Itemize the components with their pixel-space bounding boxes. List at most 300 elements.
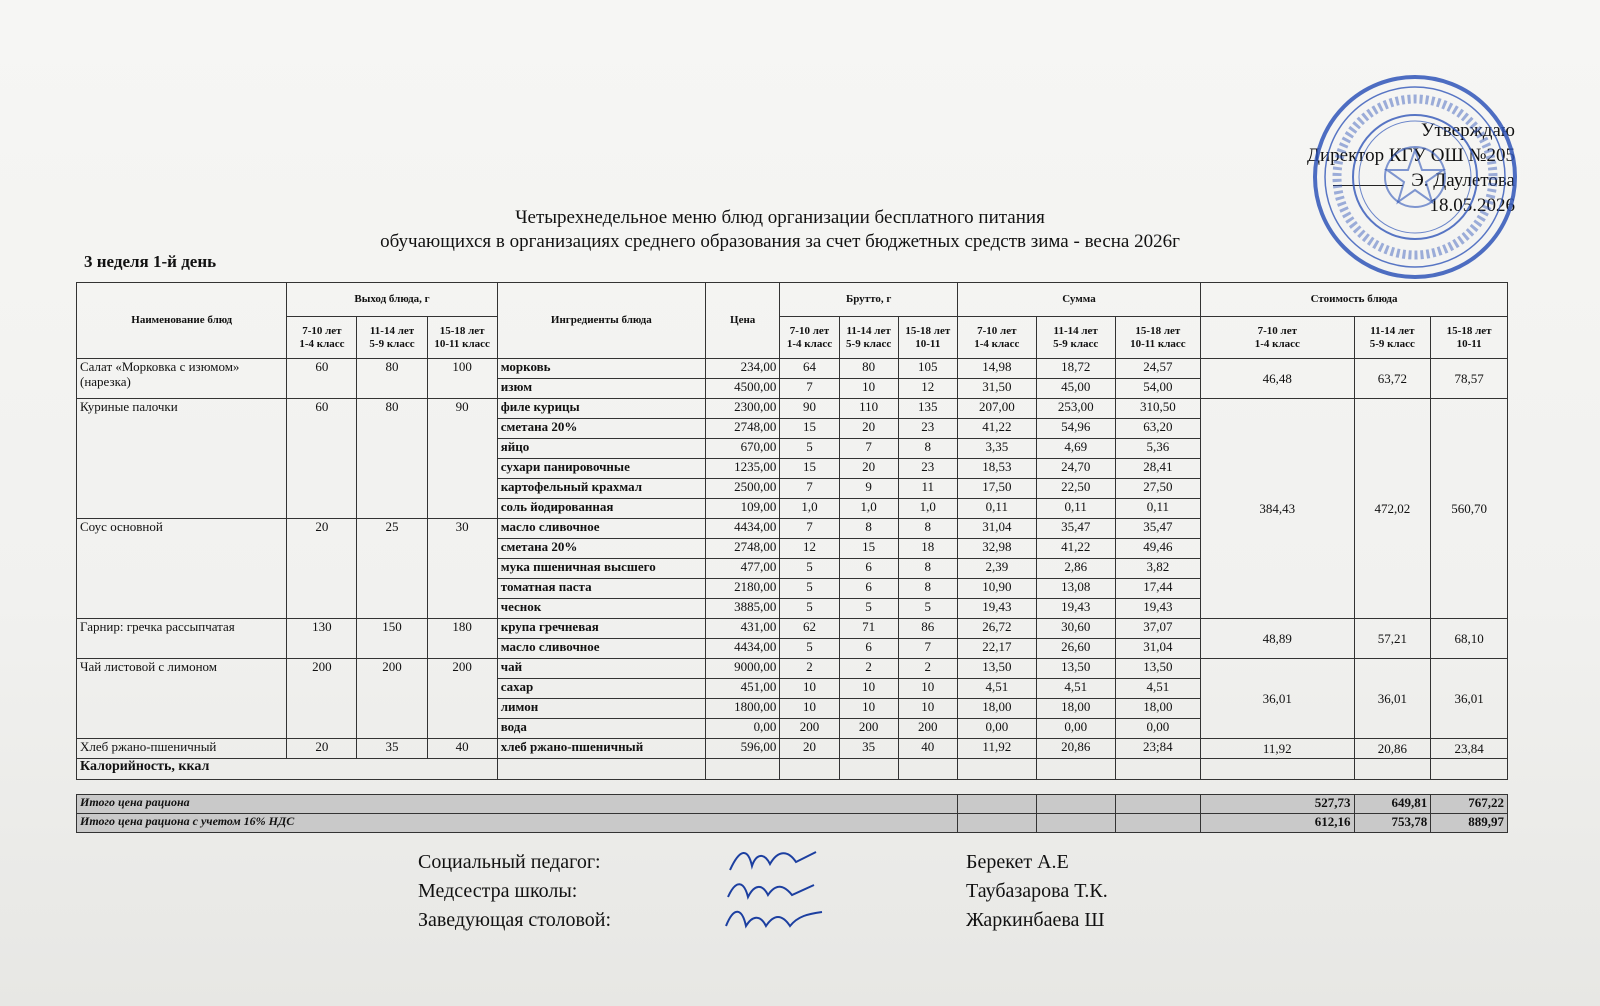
sum-value: 3,82 — [1115, 559, 1200, 579]
gross-weight: 8 — [898, 559, 957, 579]
approval-line-4: 18.05.2026 — [1429, 195, 1515, 216]
ingredient-price: 596,00 — [705, 739, 780, 759]
dish-cost: 23,84 — [1431, 739, 1508, 759]
sum-value: 4,51 — [1036, 679, 1115, 699]
sum-value: 22,50 — [1036, 479, 1115, 499]
age-label: 7-10 лет — [1257, 324, 1297, 337]
dish-cost: 560,70 — [1431, 399, 1508, 619]
gross-weight: 64 — [780, 359, 839, 379]
dish-output: 130 — [287, 619, 357, 659]
spacer-row — [77, 780, 1508, 795]
gross-weight: 10 — [780, 699, 839, 719]
ingredient-name: соль йодированная — [497, 499, 705, 519]
empty-cell — [780, 759, 839, 780]
ingredient-name: яйцо — [497, 439, 705, 459]
gross-weight: 8 — [839, 519, 898, 539]
gross-weight: 10 — [839, 679, 898, 699]
approval-line-3: Э. Даулетова — [1411, 170, 1515, 191]
gross-weight: 7 — [780, 519, 839, 539]
age-label: 11-14 лет — [369, 324, 415, 337]
grade-label: 10-11 класс — [434, 337, 490, 350]
gross-weight: 15 — [839, 539, 898, 559]
sum-value: 32,98 — [957, 539, 1036, 559]
dish-cost: 46,48 — [1201, 359, 1354, 399]
grade-label: 1-4 класс — [1254, 337, 1300, 350]
ingredient-price: 2500,00 — [705, 479, 780, 499]
grade-label: 1-4 класс — [786, 337, 833, 350]
signatures-block — [418, 848, 1178, 935]
gross-weight: 62 — [780, 619, 839, 639]
sum-value: 13,50 — [957, 659, 1036, 679]
gross-weight: 18 — [898, 539, 957, 559]
sum-value: 18,72 — [1036, 359, 1115, 379]
ingredient-price: 2300,00 — [705, 399, 780, 419]
age-label: 11-14 лет — [1053, 324, 1098, 337]
gross-weight: 1,0 — [898, 499, 957, 519]
calories-label: Калорийность, ккал — [77, 759, 498, 780]
empty-cell — [957, 814, 1036, 833]
total-label: Итого цена рациона с учетом 16% НДС — [77, 814, 958, 833]
grade-label: 5-9 класс — [846, 337, 892, 350]
signature-person: Таубазарова Т.К. — [966, 880, 1108, 902]
sum-value: 20,86 — [1036, 739, 1115, 759]
sum-value: 31,04 — [957, 519, 1036, 539]
sum-value: 30,60 — [1036, 619, 1115, 639]
subheader-row — [77, 317, 1508, 359]
gross-weight: 12 — [898, 379, 957, 399]
age-label: 15-18 лет — [905, 324, 951, 337]
subheader-output-age-1 — [287, 317, 357, 359]
sum-value: 19,43 — [1115, 599, 1200, 619]
ingredient-price: 109,00 — [705, 499, 780, 519]
sum-value: 14,98 — [957, 359, 1036, 379]
ingredient-price: 4500,00 — [705, 379, 780, 399]
dish-cost: 36,01 — [1201, 659, 1354, 739]
dish-cost: 472,02 — [1354, 399, 1431, 619]
sum-value: 41,22 — [1036, 539, 1115, 559]
ingredient-price: 3885,00 — [705, 599, 780, 619]
header-ingredients: Ингредиенты блюда — [497, 283, 705, 359]
age-label: 7-10 лет — [302, 324, 342, 337]
ingredient-price: 1235,00 — [705, 459, 780, 479]
age-label: 7-10 лет — [789, 324, 830, 337]
sum-value: 207,00 — [957, 399, 1036, 419]
signature-role: Заведующая столовой: — [418, 909, 612, 931]
dish-cost: 48,89 — [1201, 619, 1354, 659]
gross-weight: 5 — [780, 579, 839, 599]
gross-weight: 23 — [898, 459, 957, 479]
gross-weight: 40 — [898, 739, 957, 759]
sum-value: 24,70 — [1036, 459, 1115, 479]
sum-value: 54,96 — [1036, 419, 1115, 439]
menu-body — [77, 359, 1508, 833]
header-sum: Сумма — [957, 283, 1200, 317]
gross-weight: 5 — [780, 639, 839, 659]
ingredient-name: сухари панировочные — [497, 459, 705, 479]
gross-weight: 10 — [898, 699, 957, 719]
sum-value: 41,22 — [957, 419, 1036, 439]
empty-cell — [1036, 759, 1115, 780]
dish-output: 20 — [287, 519, 357, 619]
empty-cell — [497, 759, 705, 780]
spacer-cell — [77, 780, 1508, 795]
school-seal-stamp — [1310, 72, 1520, 282]
ingredient-price: 431,00 — [705, 619, 780, 639]
sum-value: 18,53 — [957, 459, 1036, 479]
gross-weight: 200 — [898, 719, 957, 739]
dish-output: 60 — [287, 399, 357, 519]
gross-weight: 10 — [839, 379, 898, 399]
signature-person: Берекет А.Е — [966, 851, 1069, 873]
total-label: Итого цена рациона — [77, 795, 958, 814]
age-label: 7-10 лет — [977, 324, 1017, 337]
sum-value: 24,57 — [1115, 359, 1200, 379]
gross-weight: 11 — [898, 479, 957, 499]
grade-label: 1-4 класс — [299, 337, 345, 350]
ingredient-name: мука пшеничная высшего — [497, 559, 705, 579]
ingredient-name: чай — [497, 659, 705, 679]
ingredient-name: хлеб ржано-пшеничный — [497, 739, 705, 759]
sum-value: 27,50 — [1115, 479, 1200, 499]
grade-label: 5-9 класс — [1369, 337, 1415, 350]
total-value: 612,16 — [1201, 814, 1354, 833]
subheader-sum-age-3 — [1115, 317, 1200, 359]
gross-weight: 7 — [780, 379, 839, 399]
dish-cost: 384,43 — [1201, 399, 1354, 619]
document-title — [260, 206, 1300, 254]
calories-row — [77, 759, 1508, 780]
dish-output: 80 — [357, 399, 427, 519]
sum-value: 45,00 — [1036, 379, 1115, 399]
dish-output: 100 — [427, 359, 497, 399]
sum-value: 4,51 — [1115, 679, 1200, 699]
header-gross: Брутто, г — [780, 283, 957, 317]
ingredient-price: 234,00 — [705, 359, 780, 379]
gross-weight: 1,0 — [780, 499, 839, 519]
subheader-cost-age-2 — [1354, 317, 1431, 359]
gross-weight: 5 — [898, 599, 957, 619]
table-row — [77, 359, 1508, 379]
sum-value: 22,17 — [957, 639, 1036, 659]
gross-weight: 6 — [839, 579, 898, 599]
ingredient-price: 477,00 — [705, 559, 780, 579]
gross-weight: 20 — [839, 459, 898, 479]
gross-weight: 6 — [839, 559, 898, 579]
total-value: 649,81 — [1354, 795, 1431, 814]
gross-weight: 7 — [780, 479, 839, 499]
sum-value: 26,60 — [1036, 639, 1115, 659]
dish-cost: 78,57 — [1431, 359, 1508, 399]
gross-weight: 6 — [839, 639, 898, 659]
gross-weight: 10 — [780, 679, 839, 699]
subheader-output-age-3 — [427, 317, 497, 359]
ingredient-price: 1800,00 — [705, 699, 780, 719]
sum-value: 54,00 — [1115, 379, 1200, 399]
subheader-sum-age-2 — [1036, 317, 1115, 359]
sum-value: 0,11 — [1115, 499, 1200, 519]
ingredient-price: 2748,00 — [705, 539, 780, 559]
ingredient-name: сметана 20% — [497, 419, 705, 439]
dish-cost: 36,01 — [1431, 659, 1508, 739]
ingredient-name: вода — [497, 719, 705, 739]
signature-person: Жаркинбаева Ш — [966, 909, 1105, 931]
ingredient-name: масло сливочное — [497, 639, 705, 659]
ingredient-name: филе курицы — [497, 399, 705, 419]
sum-value: 17,44 — [1115, 579, 1200, 599]
empty-cell — [957, 759, 1036, 780]
ingredient-price: 2748,00 — [705, 419, 780, 439]
dish-output: 80 — [357, 359, 427, 399]
grade-label: 10-11 класс — [1130, 337, 1186, 350]
ingredient-price: 0,00 — [705, 719, 780, 739]
gross-weight: 110 — [839, 399, 898, 419]
sum-value: 0,11 — [957, 499, 1036, 519]
title-line-2: обучающихся в организациях среднего образования за счет бюджетных средств зима - весна 2026г — [380, 231, 1180, 252]
gross-weight: 80 — [839, 359, 898, 379]
gross-weight: 5 — [780, 599, 839, 619]
dish-name: Соус основной — [77, 519, 287, 619]
dish-output: 40 — [427, 739, 497, 759]
grade-label: 10-11 — [1456, 337, 1482, 350]
sum-value: 31,50 — [957, 379, 1036, 399]
gross-weight: 35 — [839, 739, 898, 759]
sum-value: 11,92 — [957, 739, 1036, 759]
empty-cell — [1115, 759, 1200, 780]
sum-value: 4,51 — [957, 679, 1036, 699]
gross-weight: 86 — [898, 619, 957, 639]
dish-output: 180 — [427, 619, 497, 659]
sum-value: 37,07 — [1115, 619, 1200, 639]
gross-weight: 105 — [898, 359, 957, 379]
age-label: 11-14 лет — [846, 324, 891, 337]
dish-cost: 63,72 — [1354, 359, 1431, 399]
table-row — [77, 399, 1508, 419]
grade-label: 10-11 — [915, 337, 941, 350]
ingredient-name: сметана 20% — [497, 539, 705, 559]
empty-cell — [1036, 795, 1115, 814]
gross-weight: 71 — [839, 619, 898, 639]
sum-value: 5,36 — [1115, 439, 1200, 459]
grade-label: 1-4 класс — [974, 337, 1020, 350]
gross-weight: 2 — [898, 659, 957, 679]
header-dish: Наименование блюд — [77, 283, 287, 359]
dish-cost: 57,21 — [1354, 619, 1431, 659]
menu-table — [76, 282, 1508, 833]
total-value: 753,78 — [1354, 814, 1431, 833]
gross-weight: 20 — [780, 739, 839, 759]
ingredient-price: 4434,00 — [705, 639, 780, 659]
ingredient-price: 2180,00 — [705, 579, 780, 599]
dish-cost: 11,92 — [1201, 739, 1354, 759]
signature-role: Медсестра школы: — [418, 880, 578, 902]
sum-value: 10,90 — [957, 579, 1036, 599]
gross-weight: 1,0 — [839, 499, 898, 519]
gross-weight: 5 — [780, 559, 839, 579]
dish-output: 200 — [357, 659, 427, 739]
sum-value: 2,86 — [1036, 559, 1115, 579]
ingredient-name: морковь — [497, 359, 705, 379]
age-label: 15-18 лет — [1135, 324, 1181, 337]
sum-value: 23;84 — [1115, 739, 1200, 759]
sum-value: 26,72 — [957, 619, 1036, 639]
empty-cell — [1354, 759, 1431, 780]
ingredient-name: сахар — [497, 679, 705, 699]
gross-weight: 9 — [839, 479, 898, 499]
empty-cell — [898, 759, 957, 780]
dish-name: Хлеб ржано-пшеничный — [77, 739, 287, 759]
gross-weight: 23 — [898, 419, 957, 439]
dish-cost: 20,86 — [1354, 739, 1431, 759]
dish-output: 30 — [427, 519, 497, 619]
total-value: 767,22 — [1431, 795, 1508, 814]
ingredient-price: 451,00 — [705, 679, 780, 699]
dish-output: 35 — [357, 739, 427, 759]
sum-value: 0,00 — [1036, 719, 1115, 739]
dish-output: 200 — [287, 659, 357, 739]
dish-cost: 36,01 — [1354, 659, 1431, 739]
sum-value: 18,00 — [1115, 699, 1200, 719]
dish-name: Гарнир: гречка рассыпчатая — [77, 619, 287, 659]
ingredient-price: 9000,00 — [705, 659, 780, 679]
title-line-1: Четырехнедельное меню блюд организации бесплатного питания — [515, 207, 1045, 228]
gross-weight: 15 — [780, 419, 839, 439]
table-row — [77, 619, 1508, 639]
ingredient-name: масло сливочное — [497, 519, 705, 539]
sum-value: 28,41 — [1115, 459, 1200, 479]
gross-weight: 10 — [898, 679, 957, 699]
sum-value: 13,08 — [1036, 579, 1115, 599]
sum-value: 253,00 — [1036, 399, 1115, 419]
handwritten-signature — [718, 873, 838, 905]
sum-value: 13,50 — [1036, 659, 1115, 679]
dish-output: 200 — [427, 659, 497, 739]
sum-value: 19,43 — [1036, 599, 1115, 619]
gross-weight: 8 — [898, 439, 957, 459]
subheader-cost-age-3 — [1431, 317, 1508, 359]
header-price: Цена — [705, 283, 780, 359]
total-row — [77, 814, 1508, 833]
gross-weight: 12 — [780, 539, 839, 559]
age-label: 11-14 лет — [1370, 324, 1415, 337]
total-value: 527,73 — [1201, 795, 1354, 814]
empty-cell — [1431, 759, 1508, 780]
gross-weight: 135 — [898, 399, 957, 419]
header-output: Выход блюда, г — [287, 283, 497, 317]
gross-weight: 200 — [839, 719, 898, 739]
ingredient-name: лимон — [497, 699, 705, 719]
gross-weight: 90 — [780, 399, 839, 419]
gross-weight: 2 — [780, 659, 839, 679]
empty-cell — [705, 759, 780, 780]
gross-weight: 7 — [839, 439, 898, 459]
subheader-gross-age-3 — [898, 317, 957, 359]
header-cost: Стоимость блюда — [1201, 283, 1508, 317]
dish-name: Куриные палочки — [77, 399, 287, 519]
sum-value: 18,00 — [957, 699, 1036, 719]
gross-weight: 15 — [780, 459, 839, 479]
gross-weight: 5 — [780, 439, 839, 459]
empty-cell — [1115, 814, 1200, 833]
empty-cell — [957, 795, 1036, 814]
handwritten-signature — [718, 844, 838, 876]
sum-value: 4,69 — [1036, 439, 1115, 459]
approval-line-1: Утверждаю — [1421, 120, 1515, 141]
empty-cell — [839, 759, 898, 780]
ingredient-name: картофельный крахмал — [497, 479, 705, 499]
empty-cell — [1115, 795, 1200, 814]
ingredient-name: крупа гречневая — [497, 619, 705, 639]
total-value: 889,97 — [1431, 814, 1508, 833]
week-label: 3 неделя 1-й день — [84, 252, 217, 271]
dish-output: 90 — [427, 399, 497, 519]
sum-value: 18,00 — [1036, 699, 1115, 719]
ingredient-name: изюм — [497, 379, 705, 399]
signature-row — [418, 906, 1178, 935]
sum-value: 35,47 — [1115, 519, 1200, 539]
total-row — [77, 795, 1508, 814]
gross-weight: 7 — [898, 639, 957, 659]
sum-value: 0,00 — [957, 719, 1036, 739]
dish-name: Салат «Морковка с изюмом» (нарезка) — [77, 359, 287, 399]
subheader-sum-age-1 — [957, 317, 1036, 359]
subheader-cost-age-1 — [1201, 317, 1354, 359]
ingredient-price: 4434,00 — [705, 519, 780, 539]
dish-cost: 68,10 — [1431, 619, 1508, 659]
age-label: 15-18 лет — [1446, 324, 1492, 337]
sum-value: 13,50 — [1115, 659, 1200, 679]
sum-value: 19,43 — [957, 599, 1036, 619]
subheader-output-age-2 — [357, 317, 427, 359]
gross-weight: 20 — [839, 419, 898, 439]
signature-role: Социальный педагог: — [418, 851, 601, 873]
empty-cell — [1201, 759, 1354, 780]
gross-weight: 8 — [898, 579, 957, 599]
dish-name: Чай листовой с лимоном — [77, 659, 287, 739]
dish-output: 20 — [287, 739, 357, 759]
table-row — [77, 659, 1508, 679]
approval-line-2: Директор КГУ ОШ №205 — [1307, 145, 1515, 166]
gross-weight: 5 — [839, 599, 898, 619]
grade-label: 5-9 класс — [369, 337, 415, 350]
sum-value: 49,46 — [1115, 539, 1200, 559]
sum-value: 3,35 — [957, 439, 1036, 459]
dish-output: 150 — [357, 619, 427, 659]
sum-value: 0,11 — [1036, 499, 1115, 519]
handwritten-signature — [718, 902, 838, 934]
ingredient-price: 670,00 — [705, 439, 780, 459]
sum-value: 31,04 — [1115, 639, 1200, 659]
gross-weight: 8 — [898, 519, 957, 539]
empty-cell — [1036, 814, 1115, 833]
grade-label: 5-9 класс — [1053, 337, 1099, 350]
ingredient-name: томатная паста — [497, 579, 705, 599]
gross-weight: 10 — [839, 699, 898, 719]
sum-value: 35,47 — [1036, 519, 1115, 539]
sum-value: 17,50 — [957, 479, 1036, 499]
gross-weight: 2 — [839, 659, 898, 679]
subheader-gross-age-1 — [780, 317, 839, 359]
sum-value: 2,39 — [957, 559, 1036, 579]
sum-value: 310,50 — [1115, 399, 1200, 419]
age-label: 15-18 лет — [439, 324, 485, 337]
sum-value: 0,00 — [1115, 719, 1200, 739]
table-row — [77, 739, 1508, 759]
dish-output: 25 — [357, 519, 427, 619]
sum-value: 63,20 — [1115, 419, 1200, 439]
dish-output: 60 — [287, 359, 357, 399]
subheader-gross-age-2 — [839, 317, 898, 359]
ingredient-name: чеснок — [497, 599, 705, 619]
